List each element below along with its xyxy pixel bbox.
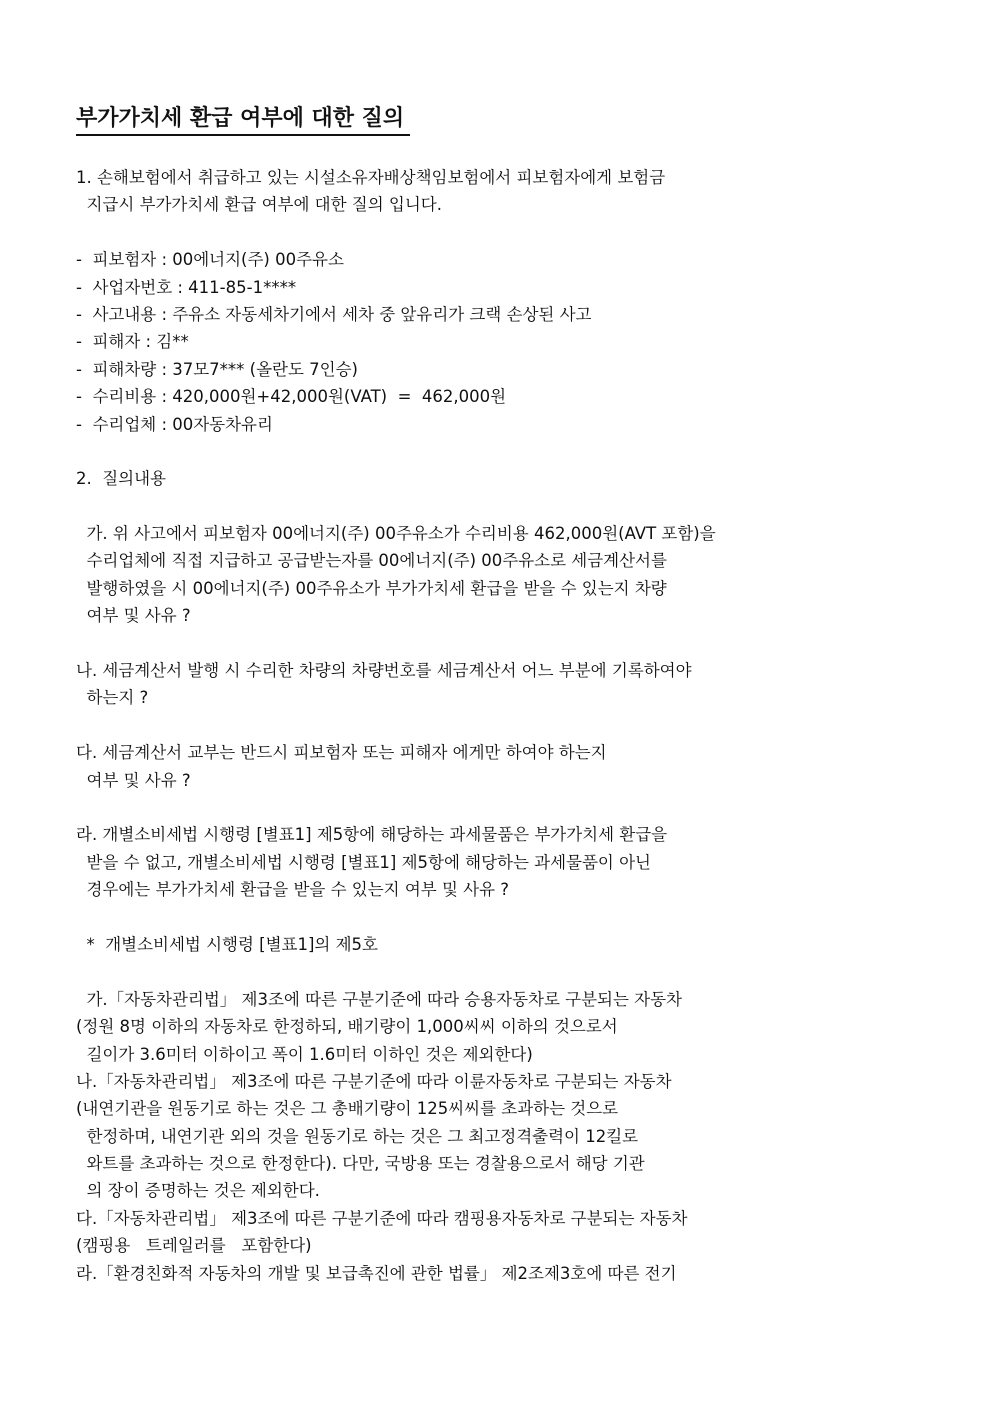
note-item-line: (내연기관을 원동기로 하는 것은 그 총배기량이 125씨씨를 초과하는 것으로 <box>76 1099 619 1119</box>
question-ra-line: 경우에는 부가가치세 환급을 받을 수 있는지 여부 및 사유 ? <box>76 880 510 900</box>
note-item-line: 라.「환경친화적 자동차의 개발 및 보급촉진에 관한 법률」 제2조제3호에 따른 전기 <box>76 1263 677 1283</box>
detail-item: - 피해차량 : 37모7*** (올란도 7인승) <box>76 359 358 379</box>
detail-item: - 수리비용 : 420,000원+42,000원(VAT) = 462,000원 <box>76 387 507 407</box>
note-item-line: (캠핑용 트레일러를 포함한다) <box>76 1236 312 1256</box>
spacer <box>76 219 956 246</box>
question-ga-line: 수리업체에 직접 지급하고 공급받는자를 00에너지(주) 00주유소로 세금계산서를 <box>76 551 667 571</box>
note-item-line: (정원 8명 이하의 자동차로 한정하되, 배기량이 1,000씨씨 이하의 것으로서 <box>76 1017 618 1037</box>
spacer <box>76 438 956 465</box>
note-heading: * 개별소비세법 시행령 [별표1]의 제5호 <box>76 934 378 954</box>
question-na-line: 나. 세금계산서 발행 시 수리한 차량의 차량번호를 세금계산서 어느 부분에 기록하여야 <box>76 661 692 681</box>
document-title: 부가가치세 환급 여부에 대한 질의 <box>76 104 410 136</box>
question-ra-line: 라. 개별소비세법 시행령 [별표1] 제5항에 해당하는 과세물품은 부가가치세 환급을 <box>76 825 668 845</box>
note-item-line: 나.「자동차관리법」 제3조에 따른 구분기준에 따라 이륜자동차로 구분되는 자동차 <box>76 1071 672 1091</box>
detail-item: - 수리업체 : 00자동차유리 <box>76 414 273 434</box>
note-item-line: 와트를 초과하는 것으로 한정한다). 다만, 국방용 또는 경찰용으로서 해당 기관 <box>76 1154 645 1174</box>
note-item-line: 한정하며, 내연기관 외의 것을 원동기로 하는 것은 그 최고정격출력이 12킬로 <box>76 1126 639 1146</box>
detail-item: - 사업자번호 : 411-85-1**** <box>76 277 297 297</box>
spacer <box>76 904 956 931</box>
section1-intro-line: 1. 손해보험에서 취급하고 있는 시설소유자배상책임보험에서 피보험자에게 보험금 <box>76 168 666 187</box>
note-item-line: 의 장이 증명하는 것은 제외한다. <box>76 1181 320 1201</box>
spacer <box>76 958 956 985</box>
spacer <box>76 794 956 821</box>
note-item-line: 길이가 3.6미터 이하이고 폭이 1.6미터 이하인 것은 제외한다) <box>76 1044 533 1064</box>
spacer <box>76 712 956 739</box>
question-da-line: 여부 및 사유 ? <box>76 770 191 790</box>
question-na-line: 하는지 ? <box>76 688 149 708</box>
question-ga-line: 여부 및 사유 ? <box>76 606 191 626</box>
detail-item: - 피보험자 : 00에너지(주) 00주유소 <box>76 250 344 270</box>
spacer <box>76 493 956 520</box>
question-ga-line: 발행하였을 시 00에너지(주) 00주유소가 부가가치세 환급을 받을 수 있는지 차량 <box>76 578 667 598</box>
section1-intro-line: 지급시 부가가치세 환급 여부에 대한 질의 입니다. <box>76 195 442 215</box>
spacer <box>76 630 956 657</box>
section2-heading: 2. 질의내용 <box>76 469 166 489</box>
note-item-line: 다.「자동차관리법」 제3조에 따른 구분기준에 따라 캠핑용자동차로 구분되는 자동차 <box>76 1208 688 1228</box>
document-body <box>76 164 956 1287</box>
question-ra-line: 받을 수 없고, 개별소비세법 시행령 [별표1] 제5항에 해당하는 과세물품이 아닌 <box>76 852 651 872</box>
detail-item: - 사고내용 : 주유소 자동세차기에서 세차 중 앞유리가 크랙 손상된 사고 <box>76 304 592 324</box>
question-da-line: 다. 세금계산서 교부는 반드시 피보험자 또는 피해자 에게만 하여야 하는지 <box>76 743 607 763</box>
detail-item: - 피해자 : 김** <box>76 332 189 352</box>
question-ga-line: 가. 위 사고에서 피보험자 00에너지(주) 00주유소가 수리비용 462,000원(AVT 포함)을 <box>76 524 716 544</box>
note-item-line: 가.「자동차관리법」 제3조에 따른 구분기준에 따라 승용자동차로 구분되는 자동차 <box>76 989 682 1009</box>
